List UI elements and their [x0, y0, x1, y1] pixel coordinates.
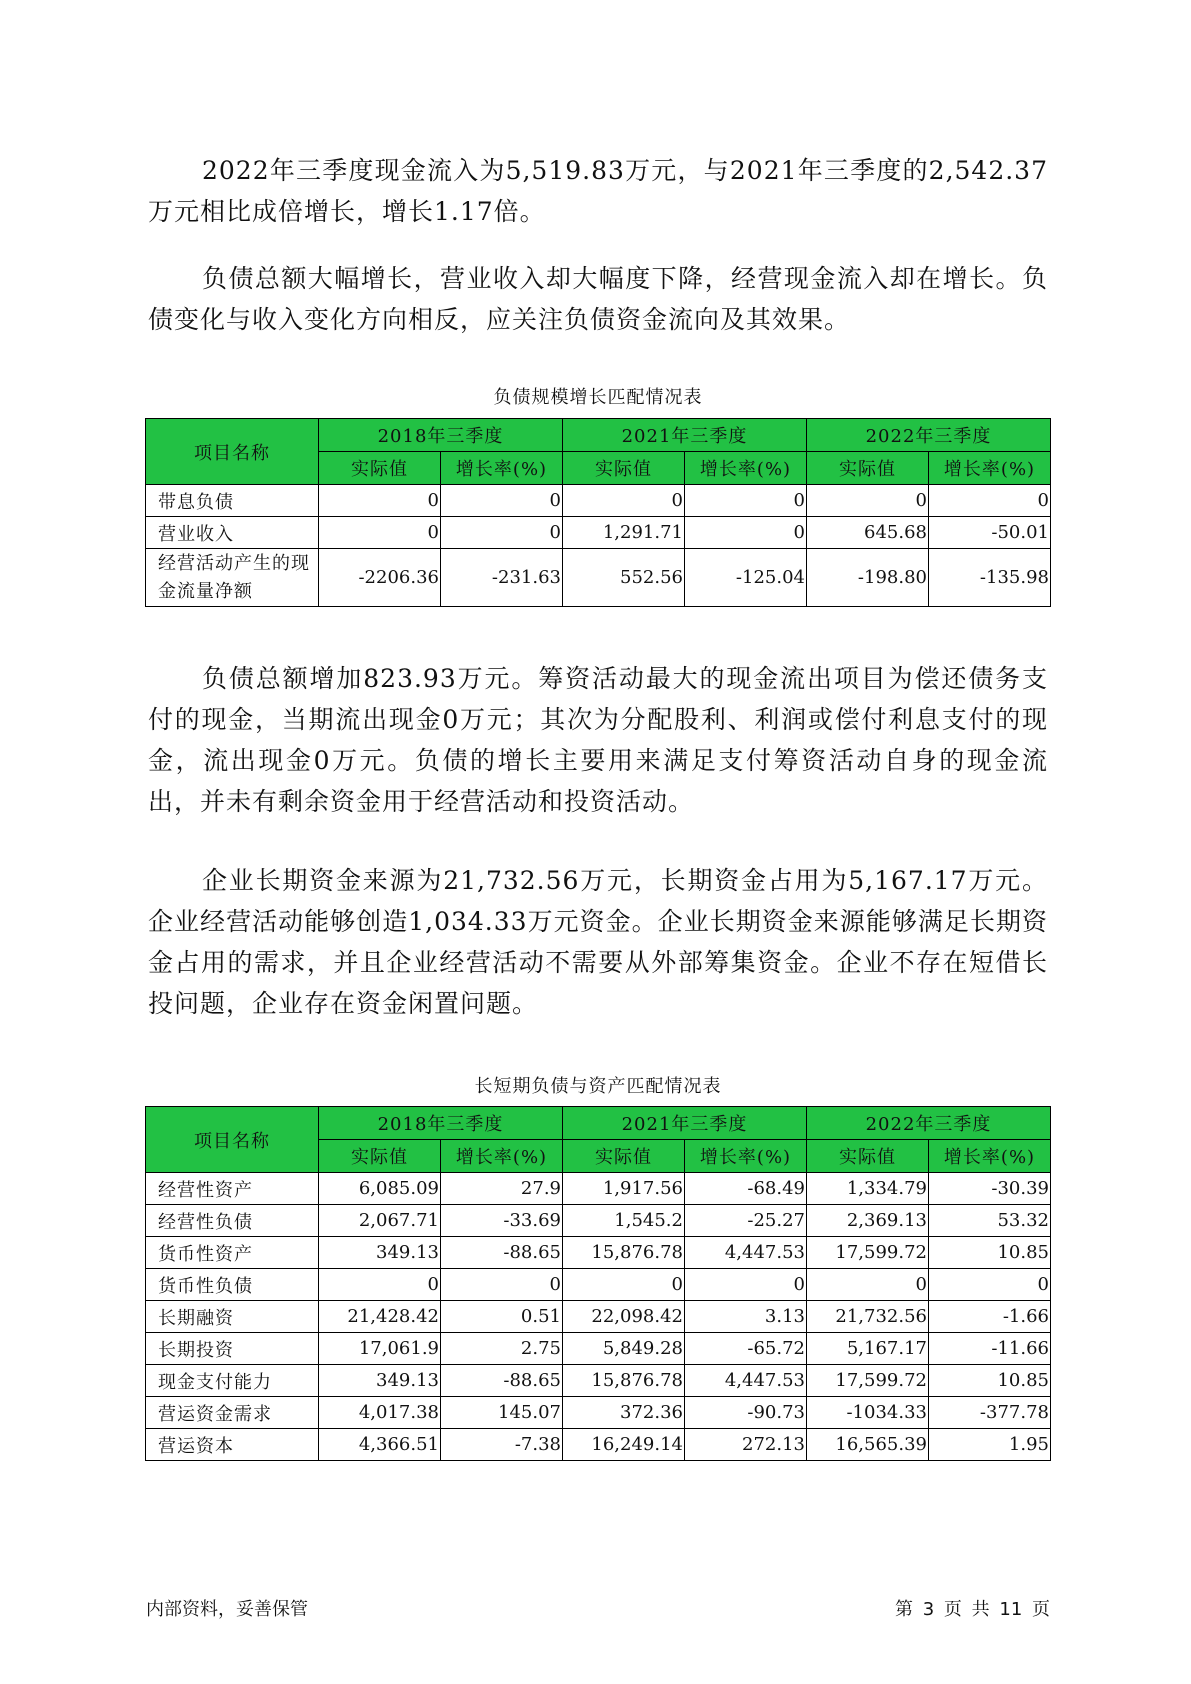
debt-growth-table — [145, 418, 1051, 607]
col-header-growth: 增长率(%) — [685, 1140, 807, 1173]
col-header-period: 2021年三季度 — [563, 1107, 807, 1140]
cell-value: 4,366.51 — [319, 1429, 441, 1461]
col-header-period: 2022年三季度 — [807, 1107, 1051, 1140]
row-name: 营业收入 — [146, 517, 319, 549]
cell-value: 16,249.14 — [563, 1429, 685, 1461]
cell-value: -25.27 — [685, 1205, 807, 1237]
cell-value: -33.69 — [441, 1205, 563, 1237]
cell-value: 0 — [441, 517, 563, 549]
col-header-actual: 实际值 — [807, 452, 929, 485]
row-name: 带息负债 — [146, 485, 319, 517]
row-name: 营运资本 — [146, 1429, 319, 1461]
table-row — [146, 1365, 1051, 1397]
col-header-name: 项目名称 — [146, 1107, 319, 1173]
liability-asset-match-table — [145, 1106, 1051, 1461]
cell-value: 0 — [563, 485, 685, 517]
cell-value: 1,334.79 — [807, 1173, 929, 1205]
cell-value: 0.51 — [441, 1301, 563, 1333]
cell-value: 2.75 — [441, 1333, 563, 1365]
cell-value: -88.65 — [441, 1237, 563, 1269]
footer-confidential-note: 内部资料，妥善保管 — [146, 1599, 308, 1620]
cell-value: 0 — [319, 1269, 441, 1301]
cell-value: 1,291.71 — [563, 517, 685, 549]
cell-value: 0 — [319, 517, 441, 549]
table-row — [146, 549, 1051, 607]
cell-value: 2,369.13 — [807, 1205, 929, 1237]
cell-value: 6,085.09 — [319, 1173, 441, 1205]
cell-value: 10.85 — [929, 1365, 1051, 1397]
cell-value: 10.85 — [929, 1237, 1051, 1269]
table-row — [146, 485, 1051, 517]
paragraph-cash-inflow: 2022年三季度现金流入为5,519.83万元，与2021年三季度的2,542.37万元相比成倍增长，增长1.17倍。 — [148, 156, 1048, 226]
cell-value: -30.39 — [929, 1173, 1051, 1205]
row-name: 营运资金需求 — [146, 1397, 319, 1429]
cell-value: -65.72 — [685, 1333, 807, 1365]
cell-value: 645.68 — [807, 517, 929, 549]
table-row — [146, 1269, 1051, 1301]
col-header-period: 2018年三季度 — [319, 419, 563, 452]
table2-caption: 长短期负债与资产匹配情况表 — [474, 1076, 722, 1097]
cell-value: 0 — [441, 1269, 563, 1301]
cell-value: 5,849.28 — [563, 1333, 685, 1365]
cell-value: -11.66 — [929, 1333, 1051, 1365]
cell-value: -377.78 — [929, 1397, 1051, 1429]
table-row — [146, 1429, 1051, 1461]
col-header-actual: 实际值 — [807, 1140, 929, 1173]
row-name: 长期投资 — [146, 1333, 319, 1365]
cell-value: -2206.36 — [319, 549, 441, 607]
col-header-name: 项目名称 — [146, 419, 319, 485]
col-header-actual: 实际值 — [563, 1140, 685, 1173]
cell-value: 1.95 — [929, 1429, 1051, 1461]
cell-value: 21,428.42 — [319, 1301, 441, 1333]
row-name: 货币性资产 — [146, 1237, 319, 1269]
col-header-growth: 增长率(%) — [441, 452, 563, 485]
cell-value: 0 — [807, 485, 929, 517]
cell-value: 0 — [441, 485, 563, 517]
footer-page-number: 第 3 页 共 11 页 — [895, 1599, 1050, 1620]
cell-value: -7.38 — [441, 1429, 563, 1461]
cell-value: -1034.33 — [807, 1397, 929, 1429]
cell-value: 2,067.71 — [319, 1205, 441, 1237]
row-name: 经营性资产 — [146, 1173, 319, 1205]
table-row — [146, 1333, 1051, 1365]
cell-value: 17,599.72 — [807, 1365, 929, 1397]
col-header-actual: 实际值 — [319, 1140, 441, 1173]
cell-value: -1.66 — [929, 1301, 1051, 1333]
cell-value: 349.13 — [319, 1365, 441, 1397]
cell-value: 552.56 — [563, 549, 685, 607]
paragraph-long-term-funds: 企业长期资金来源为21,732.56万元，长期资金占用为5,167.17万元。企业经营活动能够创造1,034.33万元资金。企业长期资金来源能够满足长期资金占用的需求，并且企业经营活动不需要从外部筹集资金。企业不存在短借长投问题，企业存在资金闲置问题。 — [148, 866, 1048, 1018]
col-header-growth: 增长率(%) — [929, 1140, 1051, 1173]
table-row — [146, 1173, 1051, 1205]
cell-value: 0 — [685, 485, 807, 517]
cell-value: 372.36 — [563, 1397, 685, 1429]
row-name: 经营性负债 — [146, 1205, 319, 1237]
table-row — [146, 517, 1051, 549]
cell-value: -135.98 — [929, 549, 1051, 607]
table-row — [146, 1397, 1051, 1429]
cell-value: -125.04 — [685, 549, 807, 607]
cell-value: -198.80 — [807, 549, 929, 607]
cell-value: 0 — [929, 485, 1051, 517]
cell-value: 27.9 — [441, 1173, 563, 1205]
cell-value: 4,447.53 — [685, 1237, 807, 1269]
col-header-actual: 实际值 — [563, 452, 685, 485]
row-name: 长期融资 — [146, 1301, 319, 1333]
cell-value: 15,876.78 — [563, 1237, 685, 1269]
paragraph-debt-increase: 负债总额增加823.93万元。筹资活动最大的现金流出项目为偿还债务支付的现金，当期流出现金0万元；其次为分配股利、利润或偿付利息支付的现金，流出现金0万元。负债的增长主要用来满足支付筹资活动自身的现金流出，并未有剩余资金用于经营活动和投资活动。 — [148, 664, 1048, 816]
cell-value: -88.65 — [441, 1365, 563, 1397]
cell-value: 21,732.56 — [807, 1301, 929, 1333]
cell-value: 1,545.2 — [563, 1205, 685, 1237]
col-header-period: 2018年三季度 — [319, 1107, 563, 1140]
row-name: 经营活动产生的现金流量净额 — [146, 549, 319, 607]
cell-value: 272.13 — [685, 1429, 807, 1461]
table-row — [146, 1237, 1051, 1269]
cell-value: 22,098.42 — [563, 1301, 685, 1333]
col-header-period: 2021年三季度 — [563, 419, 807, 452]
cell-value: 0 — [319, 485, 441, 517]
cell-value: 4,447.53 — [685, 1365, 807, 1397]
cell-value: 16,565.39 — [807, 1429, 929, 1461]
table-row — [146, 1205, 1051, 1237]
col-header-growth: 增长率(%) — [685, 452, 807, 485]
col-header-actual: 实际值 — [319, 452, 441, 485]
row-name: 货币性负债 — [146, 1269, 319, 1301]
cell-value: -50.01 — [929, 517, 1051, 549]
cell-value: 0 — [929, 1269, 1051, 1301]
col-header-period: 2022年三季度 — [807, 419, 1051, 452]
cell-value: 4,017.38 — [319, 1397, 441, 1429]
cell-value: 53.32 — [929, 1205, 1051, 1237]
cell-value: 0 — [685, 517, 807, 549]
cell-value: 5,167.17 — [807, 1333, 929, 1365]
cell-value: 349.13 — [319, 1237, 441, 1269]
cell-value: 1,917.56 — [563, 1173, 685, 1205]
row-name: 现金支付能力 — [146, 1365, 319, 1397]
table1-caption: 负债规模增长匹配情况表 — [493, 387, 703, 408]
table-row — [146, 1301, 1051, 1333]
cell-value: -231.63 — [441, 549, 563, 607]
col-header-growth: 增长率(%) — [441, 1140, 563, 1173]
cell-value: -68.49 — [685, 1173, 807, 1205]
cell-value: -90.73 — [685, 1397, 807, 1429]
cell-value: 15,876.78 — [563, 1365, 685, 1397]
cell-value: 3.13 — [685, 1301, 807, 1333]
paragraph-debt-vs-revenue: 负债总额大幅增长，营业收入却大幅度下降，经营现金流入却在增长。负债变化与收入变化方向相反，应关注负债资金流向及其效果。 — [148, 264, 1048, 334]
cell-value: 17,061.9 — [319, 1333, 441, 1365]
cell-value: 0 — [563, 1269, 685, 1301]
col-header-growth: 增长率(%) — [929, 452, 1051, 485]
cell-value: 145.07 — [441, 1397, 563, 1429]
cell-value: 17,599.72 — [807, 1237, 929, 1269]
cell-value: 0 — [685, 1269, 807, 1301]
cell-value: 0 — [807, 1269, 929, 1301]
